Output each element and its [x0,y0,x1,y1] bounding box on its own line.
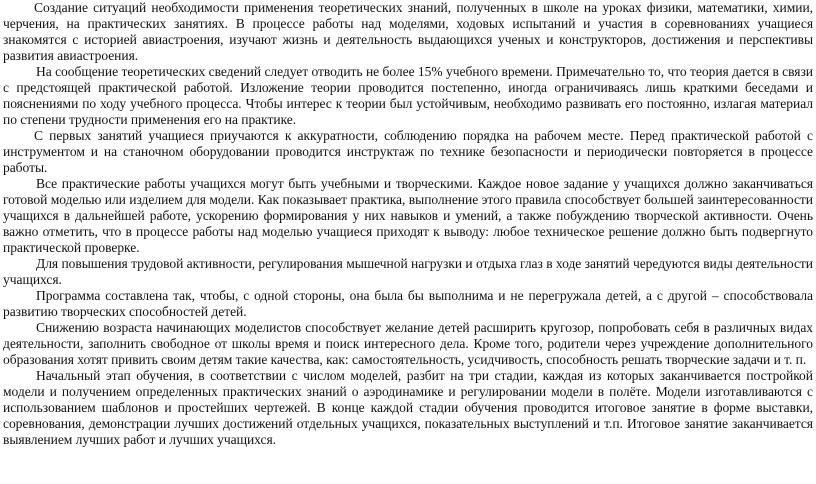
paragraph-theory-time: На сообщение теоретических сведений следует отводить не более 15% учебного времени. Примечательно то, что теория дается в связи с предстоящей практической работой. Изложение теории проводится постепенно, иногда ограничиваясь лишь краткими беседами и пояснениями по ходу учебного процесса. Чтобы интерес к теории был устойчивым, необходимо развивать его постоянно, излагая материал по степени трудности применения его на практике. [3,64,813,127]
paragraph-aviation-history: Создание ситуаций необходимости применения теоретических знаний, полученных в школе на уроках физики, математики, химии, черчения, на практических занятиях. В процессе работы над моделями, ходовых испытаний и участия в соревнованиях учащиеся знакомятся с историей авиастроения, изучают жизнь и деятельность выдающихся ученых и конструкторов, достижения и перспективы развития авиастроения. [3,0,813,63]
paragraph-program-design: Программа составлена так, чтобы, с одной стороны, она была бы выполнима и не перегружала детей, а с другой – способствовала развитию творческих способностей детей. [3,288,813,319]
paragraph-workplace-safety: С первых занятий учащиеся приучаются к аккуратности, соблюдению порядка на рабочем месте. Перед практической работой с инструментом и на станочном оборудовании проводится инструктаж по технике безопасности и периодически повторяется в процессе работы. [3,128,813,175]
paragraph-labor-activity: Для повышения трудовой активности, регулирования мышечной нагрузки и отдыха глаз в ходе занятий чередуются виды деятельности учащихся. [3,256,813,287]
paragraph-practical-work: Все практические работы учащихся могут быть учебными и творческими. Каждое новое задание у учащихся должно заканчиваться готовой моделью или изделием для модели. Как показывает практика, выполнение этого правила способствует большей заинтересованности учащихся в дальнейшей работе, ускорению формирования у них навыков и умений, а также побуждению творческой активности. Очень важно отметить, что в процессе работы над моделью учащиеся приходят к выводу: любое техническое решение должно быть подвергнуто практической проверке. [3,176,813,255]
paragraph-initial-stage: Начальный этап обучения, в соответствии с числом моделей, разбит на три стадии, каждая из которых заканчивается постройкой модели и получением определенных практических знаний о аэродинамике и регулировании модели в полёте. Модели изготавливаются с использованием шаблонов и простейших чертежей. В конце каждой стадии обучения проводится итоговое занятие в форме выставки, соревнования, демонстрации лучших достижений отдельных учащихся, показательных выступлений и т.п. Итоговое занятие заканчивается выявлением лучших работ и лучших учащихся. [3,368,813,447]
paragraph-age-reduction: Снижению возраста начинающих моделистов способствует желание детей расширить кругозор, попробовать себя в различных видах деятельности, заполнить свободное от школы время и поиск интересного дела. Кроме того, родители через учреждение дополнительного образования хотят привить своим детям такие качества, как: самостоятельность, усидчивость, способность решать творческие задачи и т. п. [3,320,813,367]
